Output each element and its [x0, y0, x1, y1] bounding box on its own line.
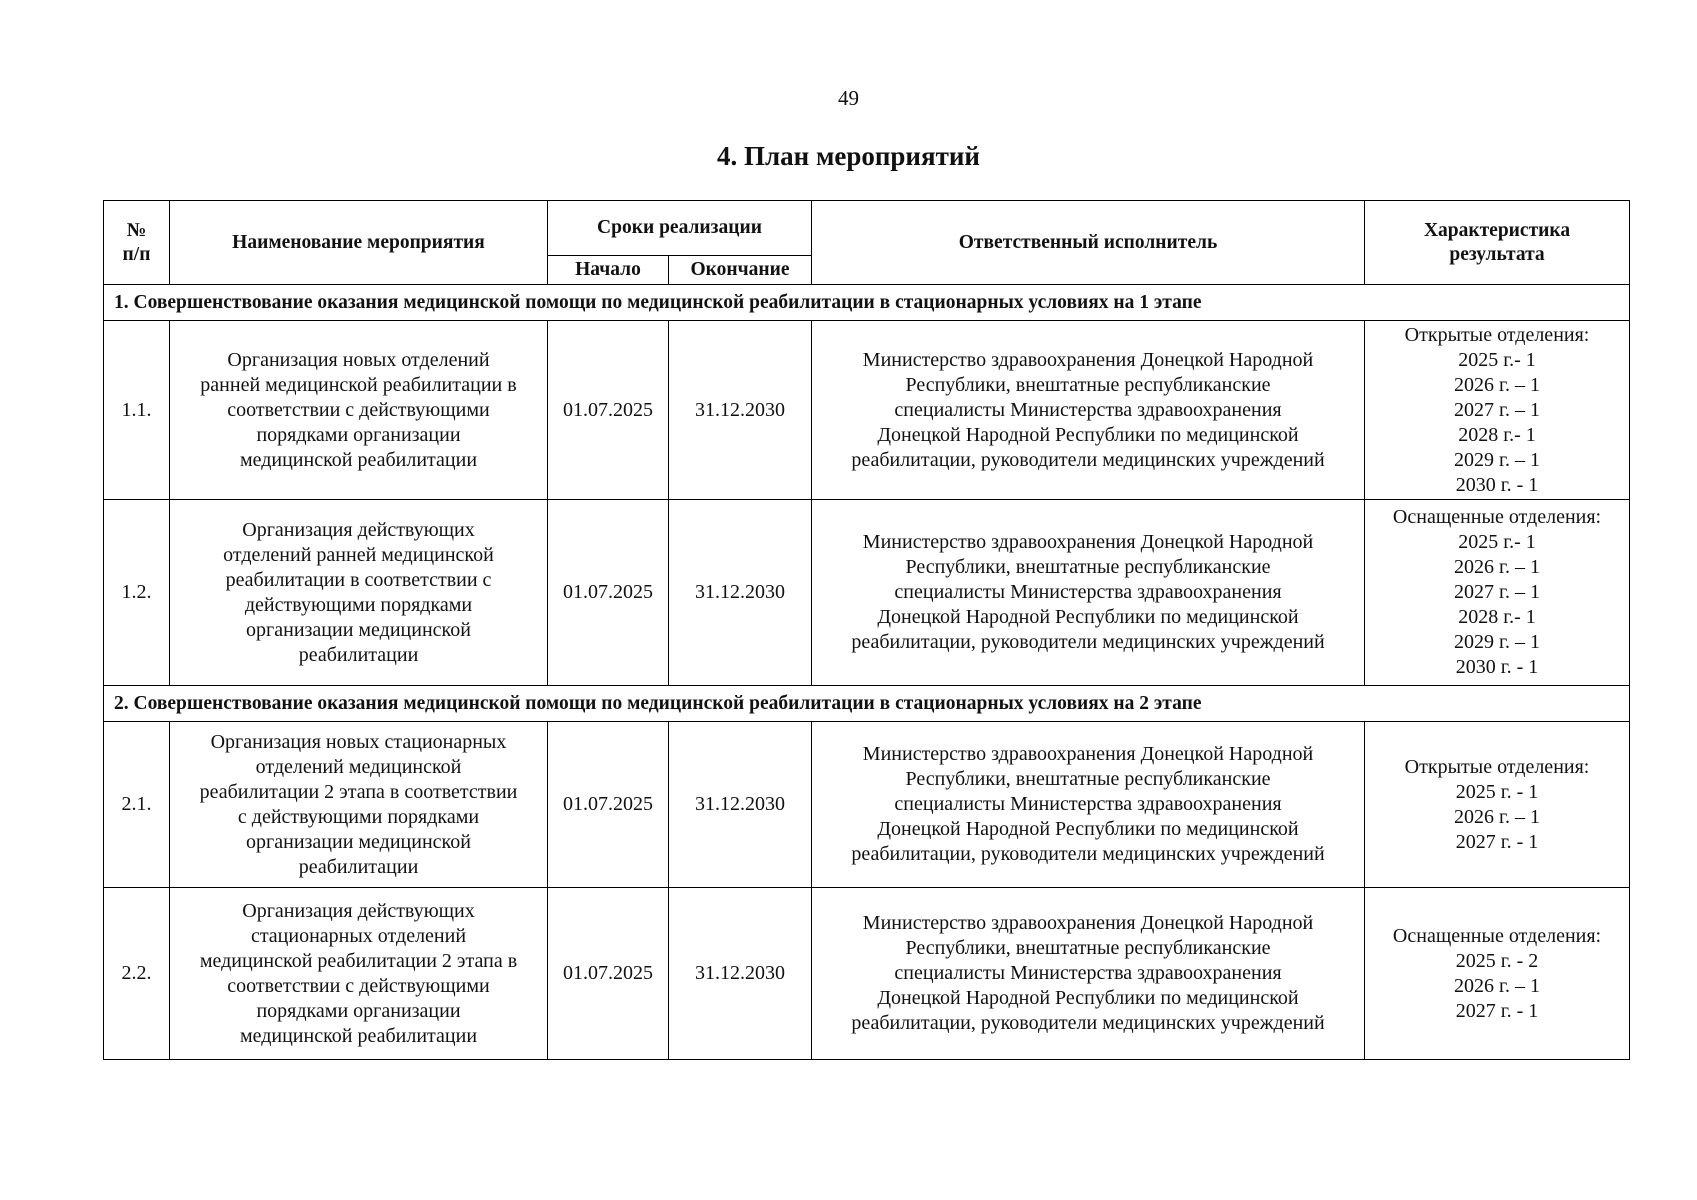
text-line: 2025 г.- 1 — [1458, 531, 1536, 553]
end-date: 31.12.2030 — [669, 500, 812, 686]
header-num: № п/п — [104, 201, 170, 285]
text-line: медицинской реабилитации — [239, 448, 478, 471]
stage-row — [104, 285, 1630, 321]
text-line: Республики, внештатные республиканские — [905, 937, 1271, 959]
text-line: реабилитации 2 этапа в соответствии — [199, 780, 518, 803]
row-number: 1.1. — [104, 321, 170, 500]
result — [1365, 888, 1630, 1060]
text-line: организации медицинской — [246, 618, 471, 641]
executor — [812, 500, 1365, 686]
stage-row — [104, 686, 1630, 722]
text-line: специалисты Министерства здравоохранения — [894, 793, 1282, 815]
text-line: Министерство здравоохранения Донецкой Народной — [862, 531, 1314, 553]
text-line: Министерство здравоохранения Донецкой Народной — [862, 743, 1314, 765]
stage-title: 2. Совершенствование оказания медицинской помощи по медицинской реабилитации в стационарных условиях на 2 этапе — [104, 686, 1630, 722]
executor — [812, 321, 1365, 500]
start-date: 01.07.2025 — [548, 500, 669, 686]
plan-table — [103, 200, 1630, 1060]
text-line: Республики, внештатные республиканские — [905, 373, 1271, 396]
text-line: медицинской реабилитации 2 этапа в — [199, 949, 518, 972]
text-line: реабилитации — [298, 643, 419, 666]
event-name — [170, 722, 548, 888]
end-date: 31.12.2030 — [669, 888, 812, 1060]
text-line: 2026 г. – 1 — [1454, 556, 1540, 578]
text-line: 2029 г. – 1 — [1454, 631, 1540, 653]
executor — [812, 722, 1365, 888]
start-date: 01.07.2025 — [548, 722, 669, 888]
header-end: Окончание — [669, 256, 812, 285]
text-line: Донецкой Народной Республики по медицинской — [877, 987, 1299, 1009]
text-line: специалисты Министерства здравоохранения — [894, 581, 1282, 603]
text-line: 2027 г. - 1 — [1455, 830, 1539, 853]
text-line: Донецкой Народной Республики по медицинской — [877, 818, 1299, 840]
text-line: реабилитации, руководители медицинских учреждений — [851, 1012, 1325, 1034]
text-line: Министерство здравоохранения Донецкой Народной — [862, 348, 1314, 371]
table-row — [104, 722, 1630, 888]
event-name — [170, 500, 548, 686]
header-period: Сроки реализации — [548, 201, 812, 256]
row-number: 1.2. — [104, 500, 170, 686]
text-line: Республики, внештатные республиканские — [905, 556, 1271, 578]
table-row — [104, 500, 1630, 686]
header-name: Наименование мероприятия — [170, 201, 548, 285]
text-line: Оснащенные отделения: — [1392, 506, 1602, 528]
end-date: 31.12.2030 — [669, 321, 812, 500]
result — [1365, 500, 1630, 686]
text-line: Организация действующих — [242, 518, 475, 541]
result — [1365, 722, 1630, 888]
table-body — [104, 285, 1630, 1060]
text-line: медицинской реабилитации — [239, 1024, 478, 1047]
text-line: 2027 г. – 1 — [1454, 398, 1540, 421]
text-line: порядками организации — [256, 423, 461, 446]
text-line: реабилитации в соответствии с — [225, 568, 492, 591]
text-line: отделений медицинской — [255, 755, 462, 778]
text-line: 2026 г. – 1 — [1454, 805, 1540, 828]
text-line: реабилитации — [298, 855, 419, 878]
text-line: 2030 г. - 1 — [1455, 656, 1539, 678]
page-number: 49 — [838, 86, 859, 110]
header-start: Начало — [548, 256, 669, 285]
text-line: 2025 г. - 1 — [1455, 780, 1539, 803]
text-line: 2030 г. - 1 — [1455, 473, 1539, 496]
start-date: 01.07.2025 — [548, 321, 669, 500]
header-executor: Ответственный исполнитель — [812, 201, 1365, 285]
event-name — [170, 321, 548, 500]
text-line: 2027 г. – 1 — [1454, 581, 1540, 603]
text-line: 2026 г. – 1 — [1454, 373, 1540, 396]
text-line: соответствии с действующими — [227, 398, 490, 421]
header-result: Характеристика результата — [1365, 201, 1630, 285]
row-number: 2.1. — [104, 722, 170, 888]
text-line: с действующими порядками — [237, 805, 480, 828]
text-line: стационарных отделений — [250, 924, 467, 947]
text-line: реабилитации, руководители медицинских учреждений — [851, 631, 1325, 653]
text-line: действующими порядками — [244, 593, 473, 616]
text-line: 2025 г. - 2 — [1455, 949, 1539, 972]
result — [1365, 321, 1630, 500]
text-line: Организация действующих — [242, 899, 475, 922]
text-line: Министерство здравоохранения Донецкой Народной — [862, 912, 1314, 934]
text-line: Организация новых отделений — [227, 348, 490, 371]
row-number: 2.2. — [104, 888, 170, 1060]
text-line: Организация новых стационарных — [210, 730, 507, 753]
text-line: 2027 г. - 1 — [1455, 999, 1539, 1022]
text-line: 2029 г. – 1 — [1454, 448, 1540, 471]
text-line: реабилитации, руководители медицинских учреждений — [851, 448, 1325, 471]
text-line: Республики, внештатные республиканские — [905, 768, 1271, 790]
start-date: 01.07.2025 — [548, 888, 669, 1060]
end-date: 31.12.2030 — [669, 722, 812, 888]
text-line: 2025 г.- 1 — [1458, 348, 1536, 371]
table-row — [104, 888, 1630, 1060]
text-line: соответствии с действующими — [227, 974, 490, 997]
event-name — [170, 888, 548, 1060]
text-line: 2026 г. – 1 — [1454, 974, 1540, 997]
text-line: Донецкой Народной Республики по медицинской — [877, 606, 1299, 628]
text-line: реабилитации, руководители медицинских учреждений — [851, 843, 1325, 865]
text-line: Открытые отделения: — [1404, 755, 1590, 778]
text-line: отделений ранней медицинской — [223, 543, 494, 566]
page-title: 4. План мероприятий — [717, 141, 980, 171]
text-line: Донецкой Народной Республики по медицинской — [877, 423, 1299, 446]
text-line: 2028 г.- 1 — [1458, 606, 1536, 628]
text-line: 2028 г.- 1 — [1458, 423, 1536, 446]
text-line: специалисты Министерства здравоохранения — [894, 962, 1282, 984]
text-line: специалисты Министерства здравоохранения — [894, 398, 1282, 421]
table-row — [104, 321, 1630, 500]
text-line: организации медицинской — [246, 830, 471, 853]
executor — [812, 888, 1365, 1060]
text-line: ранней медицинской реабилитации в — [200, 373, 517, 396]
text-line: Оснащенные отделения: — [1392, 924, 1602, 947]
stage-title: 1. Совершенствование оказания медицинской помощи по медицинской реабилитации в стационарных условиях на 1 этапе — [104, 285, 1630, 321]
text-line: порядками организации — [256, 999, 461, 1022]
table-header — [104, 201, 1630, 285]
text-line: Открытые отделения: — [1404, 323, 1590, 346]
